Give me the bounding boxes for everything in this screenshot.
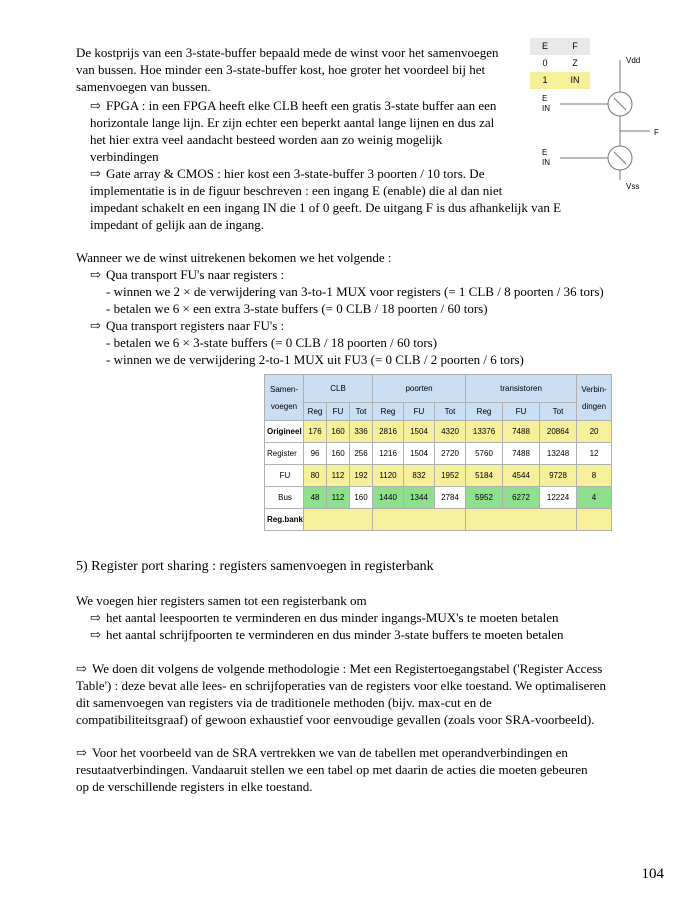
table-subheader: FU (404, 403, 435, 421)
text-line: van bussen. Hoe minder een 3-state-buffer kost, hoe groter het voordeel bij het (76, 62, 486, 77)
table-row (265, 421, 612, 443)
text-line: verbindingen (90, 149, 159, 164)
arrow-icon: ⇨ (90, 98, 101, 113)
text-line: implementatie is in de figuur beschreven : een ingang E (enable) die al dan niet (90, 183, 503, 198)
intro-paragraph (76, 44, 516, 95)
arrow-icon: ⇨ (76, 745, 87, 760)
text-line: Table') : deze bevat alle lees- en schrijfoperaties van de registers voor elke toestand. We optimaliseren (76, 678, 607, 693)
table-cell: 4544 (503, 465, 540, 487)
table-row (265, 443, 612, 465)
table-cell: 1120 (373, 465, 404, 487)
table-subheader: FU (327, 403, 350, 421)
table-cell: 160 (327, 421, 350, 443)
table-cell: 20864 (540, 421, 577, 443)
enable-label: E (542, 148, 548, 157)
table-cell: 48 (304, 487, 327, 509)
table-cell: 5952 (466, 487, 503, 509)
table-cell (577, 509, 612, 531)
table-cell: 112 (327, 465, 350, 487)
text-line: We doen dit volgens de volgende methodologie : Met een Registertoegangstabel ('Register Access (92, 661, 603, 676)
gain-section (76, 249, 636, 368)
table-cell: 192 (350, 465, 373, 487)
table-cell (466, 509, 577, 531)
table-cell: 80 (304, 465, 327, 487)
table-cell (373, 509, 466, 531)
page-number: 104 (641, 866, 664, 882)
output-label: F (654, 128, 659, 137)
table-row (265, 487, 612, 509)
table-cell: 7488 (503, 421, 540, 443)
example-paragraph (76, 744, 656, 795)
arrow-icon: ⇨ (90, 166, 101, 181)
table-subheader: Tot (350, 403, 373, 421)
table-cell: 1952 (435, 465, 466, 487)
table-cell: 160 (350, 487, 373, 509)
table-cell: 5760 (466, 443, 503, 465)
table-subheader: Reg (466, 403, 503, 421)
table-cell: 6272 (503, 487, 540, 509)
text-line: - betalen we 6 × 3-state buffers (= 0 CLB / 18 poorten / 60 tors) (106, 335, 438, 350)
input-label: IN (542, 158, 550, 167)
text-line: De kostprijs van een 3-state-buffer bepaald mede de winst voor het samenvoegen (76, 45, 499, 60)
text-line: samenvoegen van bussen. (76, 79, 211, 94)
table-cell: 5184 (466, 465, 503, 487)
text-line: Qua transport registers naar FU's : (106, 318, 285, 333)
table-cell: 1344 (404, 487, 435, 509)
table-cell: 2720 (435, 443, 466, 465)
table-cell: 2816 (373, 421, 404, 443)
table-subheader: Reg (304, 403, 327, 421)
input-label: IN (542, 104, 550, 113)
row-label: Register (265, 443, 304, 465)
text-line: We voegen hier registers samen tot een registerbank om (76, 593, 367, 608)
text-line: horizontale lange lijn. Er zijn echter een beperkt aantal lange lijnen en dus zal (90, 115, 495, 130)
table-subheader: Tot (540, 403, 577, 421)
text-line: - betalen we 6 × een extra 3-state buffers (= 0 CLB / 18 poorten / 60 tors) (106, 301, 488, 316)
text-line: dit samenvoegen van registers via de traditionele methoden (bijv. max-cut en de (76, 695, 492, 710)
table-cell: 832 (404, 465, 435, 487)
table-cell: 112 (327, 487, 350, 509)
table-cell: 8 (577, 465, 612, 487)
text-line: compatibiliteitsgraaf) of gewoon exhaustief voor eenvoudige gevallen (zoals voor SRA-voorbeeld). (76, 712, 595, 727)
row-label: FU (265, 465, 304, 487)
text-line: impedant of gelijk aan de ingang. (90, 217, 265, 232)
table-cell: 1504 (404, 421, 435, 443)
row-label: Origineel (265, 421, 304, 443)
arrow-icon: ⇨ (90, 610, 101, 625)
vss-label: Vss (626, 182, 640, 191)
arrow-icon: ⇨ (90, 267, 101, 282)
text-line: impedant schakelt en een ingang IN die 1 of 0 geeft. De uitgang F is dus afhankelijk van E (90, 200, 562, 215)
arrow-icon: ⇨ (90, 627, 101, 642)
text-line: het aantal schrijfpoorten te verminderen en dus minder 3-state buffers te moeten betalen (106, 627, 564, 642)
table-row (265, 509, 612, 531)
table-cell: 1440 (373, 487, 404, 509)
table-cell: 256 (350, 443, 373, 465)
text-line: op de verschillende registers in elke toestand. (76, 779, 313, 794)
table-subheader: Reg (373, 403, 404, 421)
fpga-bullet (76, 97, 560, 165)
table-cell: 13376 (466, 421, 503, 443)
methodology-paragraph (76, 660, 656, 728)
truth-header-e: E (530, 38, 560, 55)
arrow-icon: ⇨ (90, 318, 101, 333)
vdd-label: Vdd (626, 56, 641, 65)
table-header: Samen-voegen (265, 375, 304, 421)
table-cell: 336 (350, 421, 373, 443)
table-cell: 12 (577, 443, 612, 465)
text-line: Gate array & CMOS : hier kost een 3-state-buffer 3 poorten / 10 tors. De (106, 166, 485, 181)
section-intro (76, 592, 636, 643)
table-cell: 20 (577, 421, 612, 443)
truth-header-f: F (560, 38, 590, 55)
table-header: Verbin-dingen (577, 375, 612, 421)
table-header: poorten (373, 375, 466, 403)
table-row (265, 465, 612, 487)
text-line: FPGA : in een FPGA heeft elke CLB heeft een gratis 3-state buffer aan een (106, 98, 497, 113)
table-cell: 96 (304, 443, 327, 465)
table-cell: 9728 (540, 465, 577, 487)
table-header: transistoren (466, 375, 577, 403)
text-line: Wanneer we de winst uitrekenen bekomen we het volgende : (76, 250, 392, 265)
text-line: Qua transport FU's naar registers : (106, 267, 285, 282)
enable-label: E (542, 94, 548, 103)
text-line: Voor het voorbeeld van de SRA vertrekken we van de tabellen met operandverbindingen en (92, 745, 568, 760)
row-label: Bus (265, 487, 304, 509)
truth-cell: IN (560, 72, 590, 89)
truth-cell: 1 (530, 72, 560, 89)
text-line: het hier extra veel aandacht besteed worden aan zo weinig mogelijk (90, 132, 443, 147)
table-cell: 13248 (540, 443, 577, 465)
table-cell: 7488 (503, 443, 540, 465)
text-line: - winnen we de verwijdering 2-to-1 MUX uit FU3 (= 0 CLB / 2 poorten / 6 tors) (106, 352, 524, 367)
cost-table (264, 374, 612, 531)
table-cell: 1216 (373, 443, 404, 465)
table-subheader: FU (503, 403, 540, 421)
truth-cell: 0 (530, 55, 560, 72)
section-heading: 5) Register port sharing : registers samenvoegen in registerbank (76, 559, 434, 574)
table-cell: 4 (577, 487, 612, 509)
arrow-icon: ⇨ (76, 661, 87, 676)
tristate-buffer-figure (530, 38, 670, 190)
table-cell: 2784 (435, 487, 466, 509)
truth-cell: Z (560, 55, 590, 72)
table-header: CLB (304, 375, 373, 403)
table-subheader: Tot (435, 403, 466, 421)
table-cell: 176 (304, 421, 327, 443)
text-line: resutaatverbindingen. Vandaaruit stellen we een tabel op met daarin de acties die moeten gebeuren (76, 762, 588, 777)
text-line: het aantal leespoorten te verminderen en dus minder ingangs-MUX's te moeten betalen (106, 610, 559, 625)
row-label: Reg.bank (265, 509, 304, 531)
text-line: - winnen we 2 × de verwijdering van 3-to-1 MUX voor registers (= 1 CLB / 8 poorten / 36 tors) (106, 284, 604, 299)
table-cell: 4320 (435, 421, 466, 443)
table-cell: 12224 (540, 487, 577, 509)
table-cell (304, 509, 373, 531)
table-cell: 160 (327, 443, 350, 465)
table-cell: 1504 (404, 443, 435, 465)
transistor-schematic (530, 38, 670, 190)
